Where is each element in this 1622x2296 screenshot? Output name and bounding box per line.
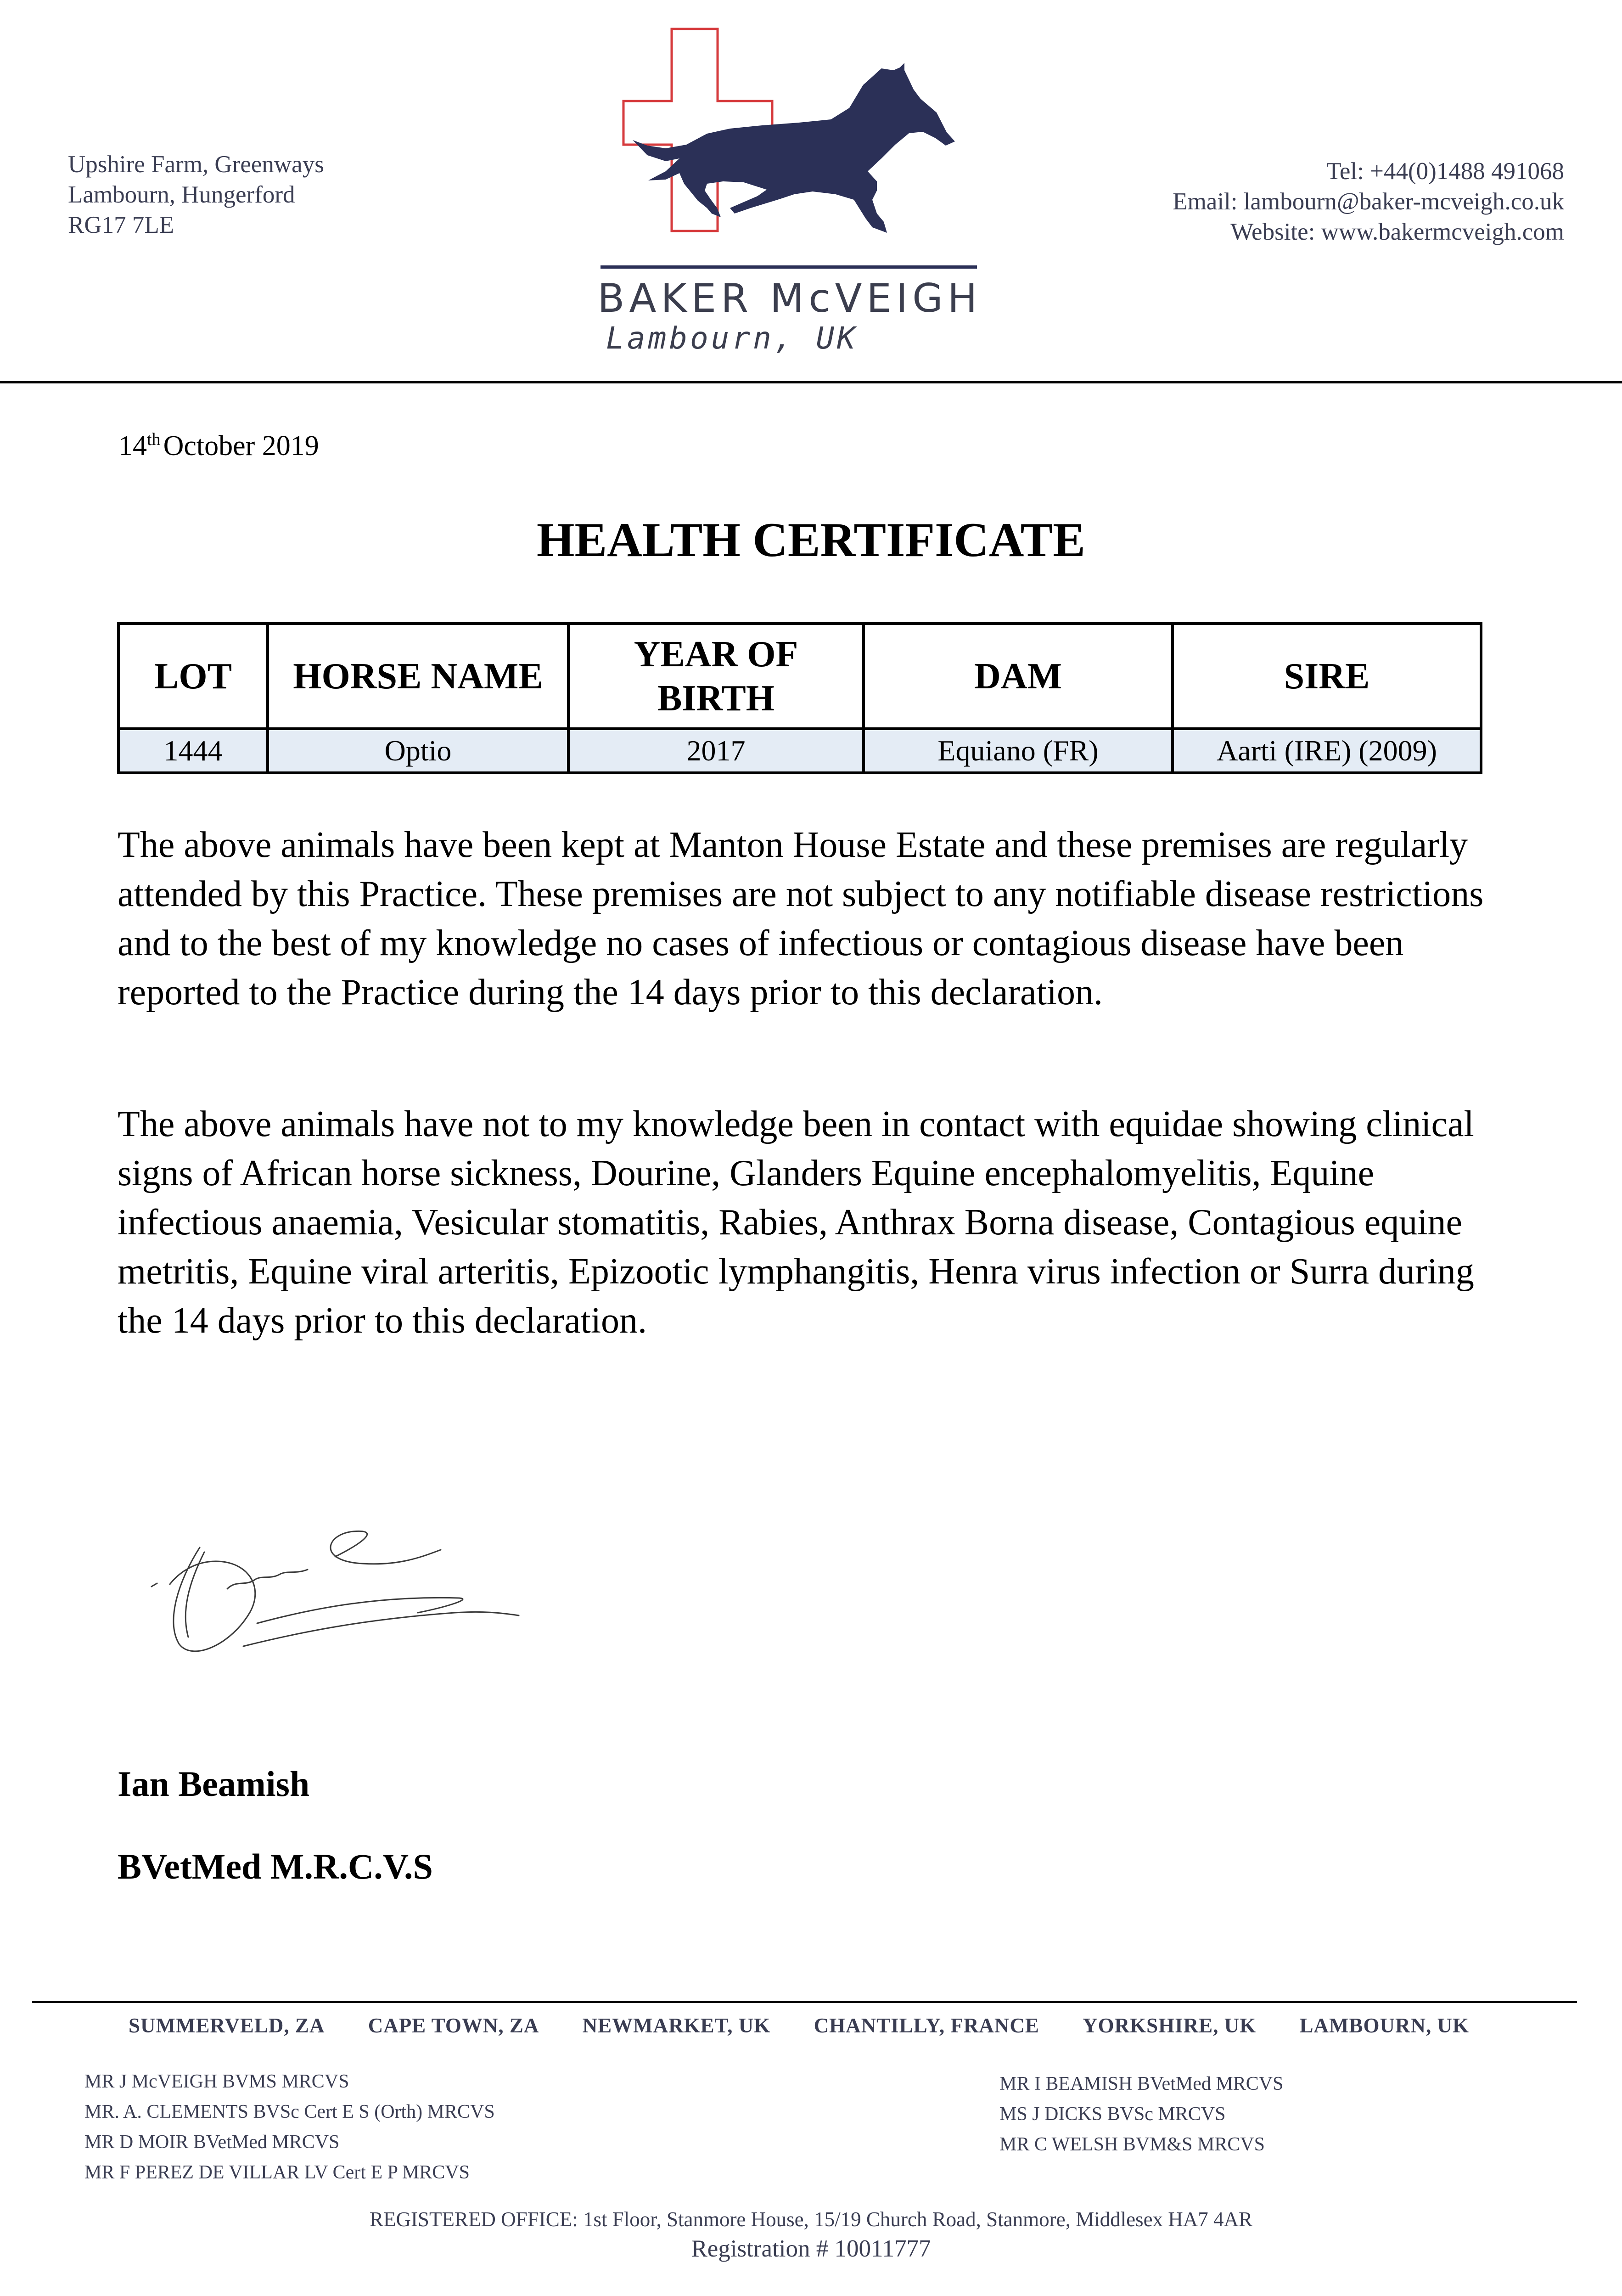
letter-date xyxy=(118,429,319,462)
location-item: LAMBOURN, UK xyxy=(1299,2014,1469,2037)
footer-divider xyxy=(32,2001,1577,2003)
location-item: NEWMARKET, UK xyxy=(582,2014,771,2037)
declaration-paragraph-1: The above animals have been kept at Manton House Estate and these premises are regularly attended by this Practice. These premises are not subject to any notifiable disease restrictions and to the best of my knowledge no cases of infectious or contagious disease have been reported to the Practice during the 14 days prior to this declaration. xyxy=(118,825,1484,1013)
table-header-row xyxy=(118,624,1481,729)
registration-number: Registration # 10011777 xyxy=(691,2235,931,2262)
header-sire: SIRE xyxy=(1173,624,1481,729)
location-item: YORKSHIRE, UK xyxy=(1083,2014,1257,2037)
signatory-qualification: BVetMed M.R.C.V.S xyxy=(118,1846,433,1886)
registered-office: REGISTERED OFFICE: 1st Floor, Stanmore House, 15/19 Church Road, Stanmore, Middlesex HA7 4AR xyxy=(369,2208,1253,2231)
office-locations xyxy=(129,2014,1469,2037)
contact-details xyxy=(1173,156,1564,247)
brand-underline xyxy=(601,265,977,269)
address-line: RG17 7LE xyxy=(68,212,174,238)
staff-list-left xyxy=(84,2066,495,2188)
header-horse-name: HORSE NAME xyxy=(268,624,568,729)
page-title: HEALTH CERTIFICATE xyxy=(537,513,1085,567)
staff-member: MR F PEREZ DE VILLAR LV Cert E P MRCVS xyxy=(84,2162,470,2183)
contact-phone: Tel: +44(0)1488 491068 xyxy=(1326,158,1564,185)
signature-icon xyxy=(124,1492,537,1676)
staff-member: MR D MOIR BVetMed MRCVS xyxy=(84,2132,340,2153)
brand-name: BAKER McVEIGH xyxy=(597,276,982,321)
date-day: 14 xyxy=(118,430,147,461)
header-year-of-birth: YEAR OF BIRTH xyxy=(568,624,864,729)
header-lot: LOT xyxy=(118,624,268,729)
location-item: SUMMERVELD, ZA xyxy=(129,2014,325,2037)
date-month-year: October 2019 xyxy=(163,430,319,461)
address-line: Upshire Farm, Greenways xyxy=(68,151,324,178)
cell-dam: Equiano (FR) xyxy=(864,729,1173,773)
staff-list-right xyxy=(999,2069,1283,2160)
table-row xyxy=(118,729,1481,773)
header-dam: DAM xyxy=(864,624,1173,729)
contact-email: Email: lambourn@baker-mcveigh.co.uk xyxy=(1173,188,1564,215)
sender-address xyxy=(68,149,324,240)
staff-member: MR I BEAMISH BVetMed MRCVS xyxy=(999,2073,1284,2094)
declaration-paragraph-2: The above animals have not to my knowledge been in contact with equidae showing clinical signs of African horse sickness, Dourine, Glanders Equine encephalomyelitis, Equine infectious anaemia, Vesicular stomatitis, Rabies, Anthrax Borna disease, Contagious equine metritis, Equine viral arteritis, Epizootic lymphangitis, Henra virus infection or Surra during the 14 days prior to this declaration. xyxy=(118,1104,1474,1341)
location-item: CAPE TOWN, ZA xyxy=(368,2014,539,2037)
cell-year-of-birth: 2017 xyxy=(568,729,864,773)
signatory-name: Ian Beamish xyxy=(118,1764,310,1804)
horse-table xyxy=(117,622,1482,774)
location-item: CHANTILLY, FRANCE xyxy=(814,2014,1039,2037)
brand-location: Lambourn, UK xyxy=(606,321,858,356)
staff-member: MS J DICKS BVSc MRCVS xyxy=(999,2104,1226,2125)
staff-member: MR J McVEIGH BVMS MRCVS xyxy=(84,2071,349,2092)
header-divider xyxy=(0,381,1622,383)
cell-horse-name: Optio xyxy=(268,729,568,773)
date-suffix: th xyxy=(147,430,161,449)
horse-icon xyxy=(633,63,955,233)
contact-website: Website: www.bakermcveigh.com xyxy=(1230,219,1564,245)
cell-sire: Aarti (IRE) (2009) xyxy=(1173,729,1481,773)
cell-lot: 1444 xyxy=(118,729,268,773)
staff-member: MR. A. CLEMENTS BVSc Cert E S (Orth) MRCVS xyxy=(84,2101,495,2122)
staff-member: MR C WELSH BVM&S MRCVS xyxy=(999,2134,1265,2155)
address-line: Lambourn, Hungerford xyxy=(68,181,295,208)
